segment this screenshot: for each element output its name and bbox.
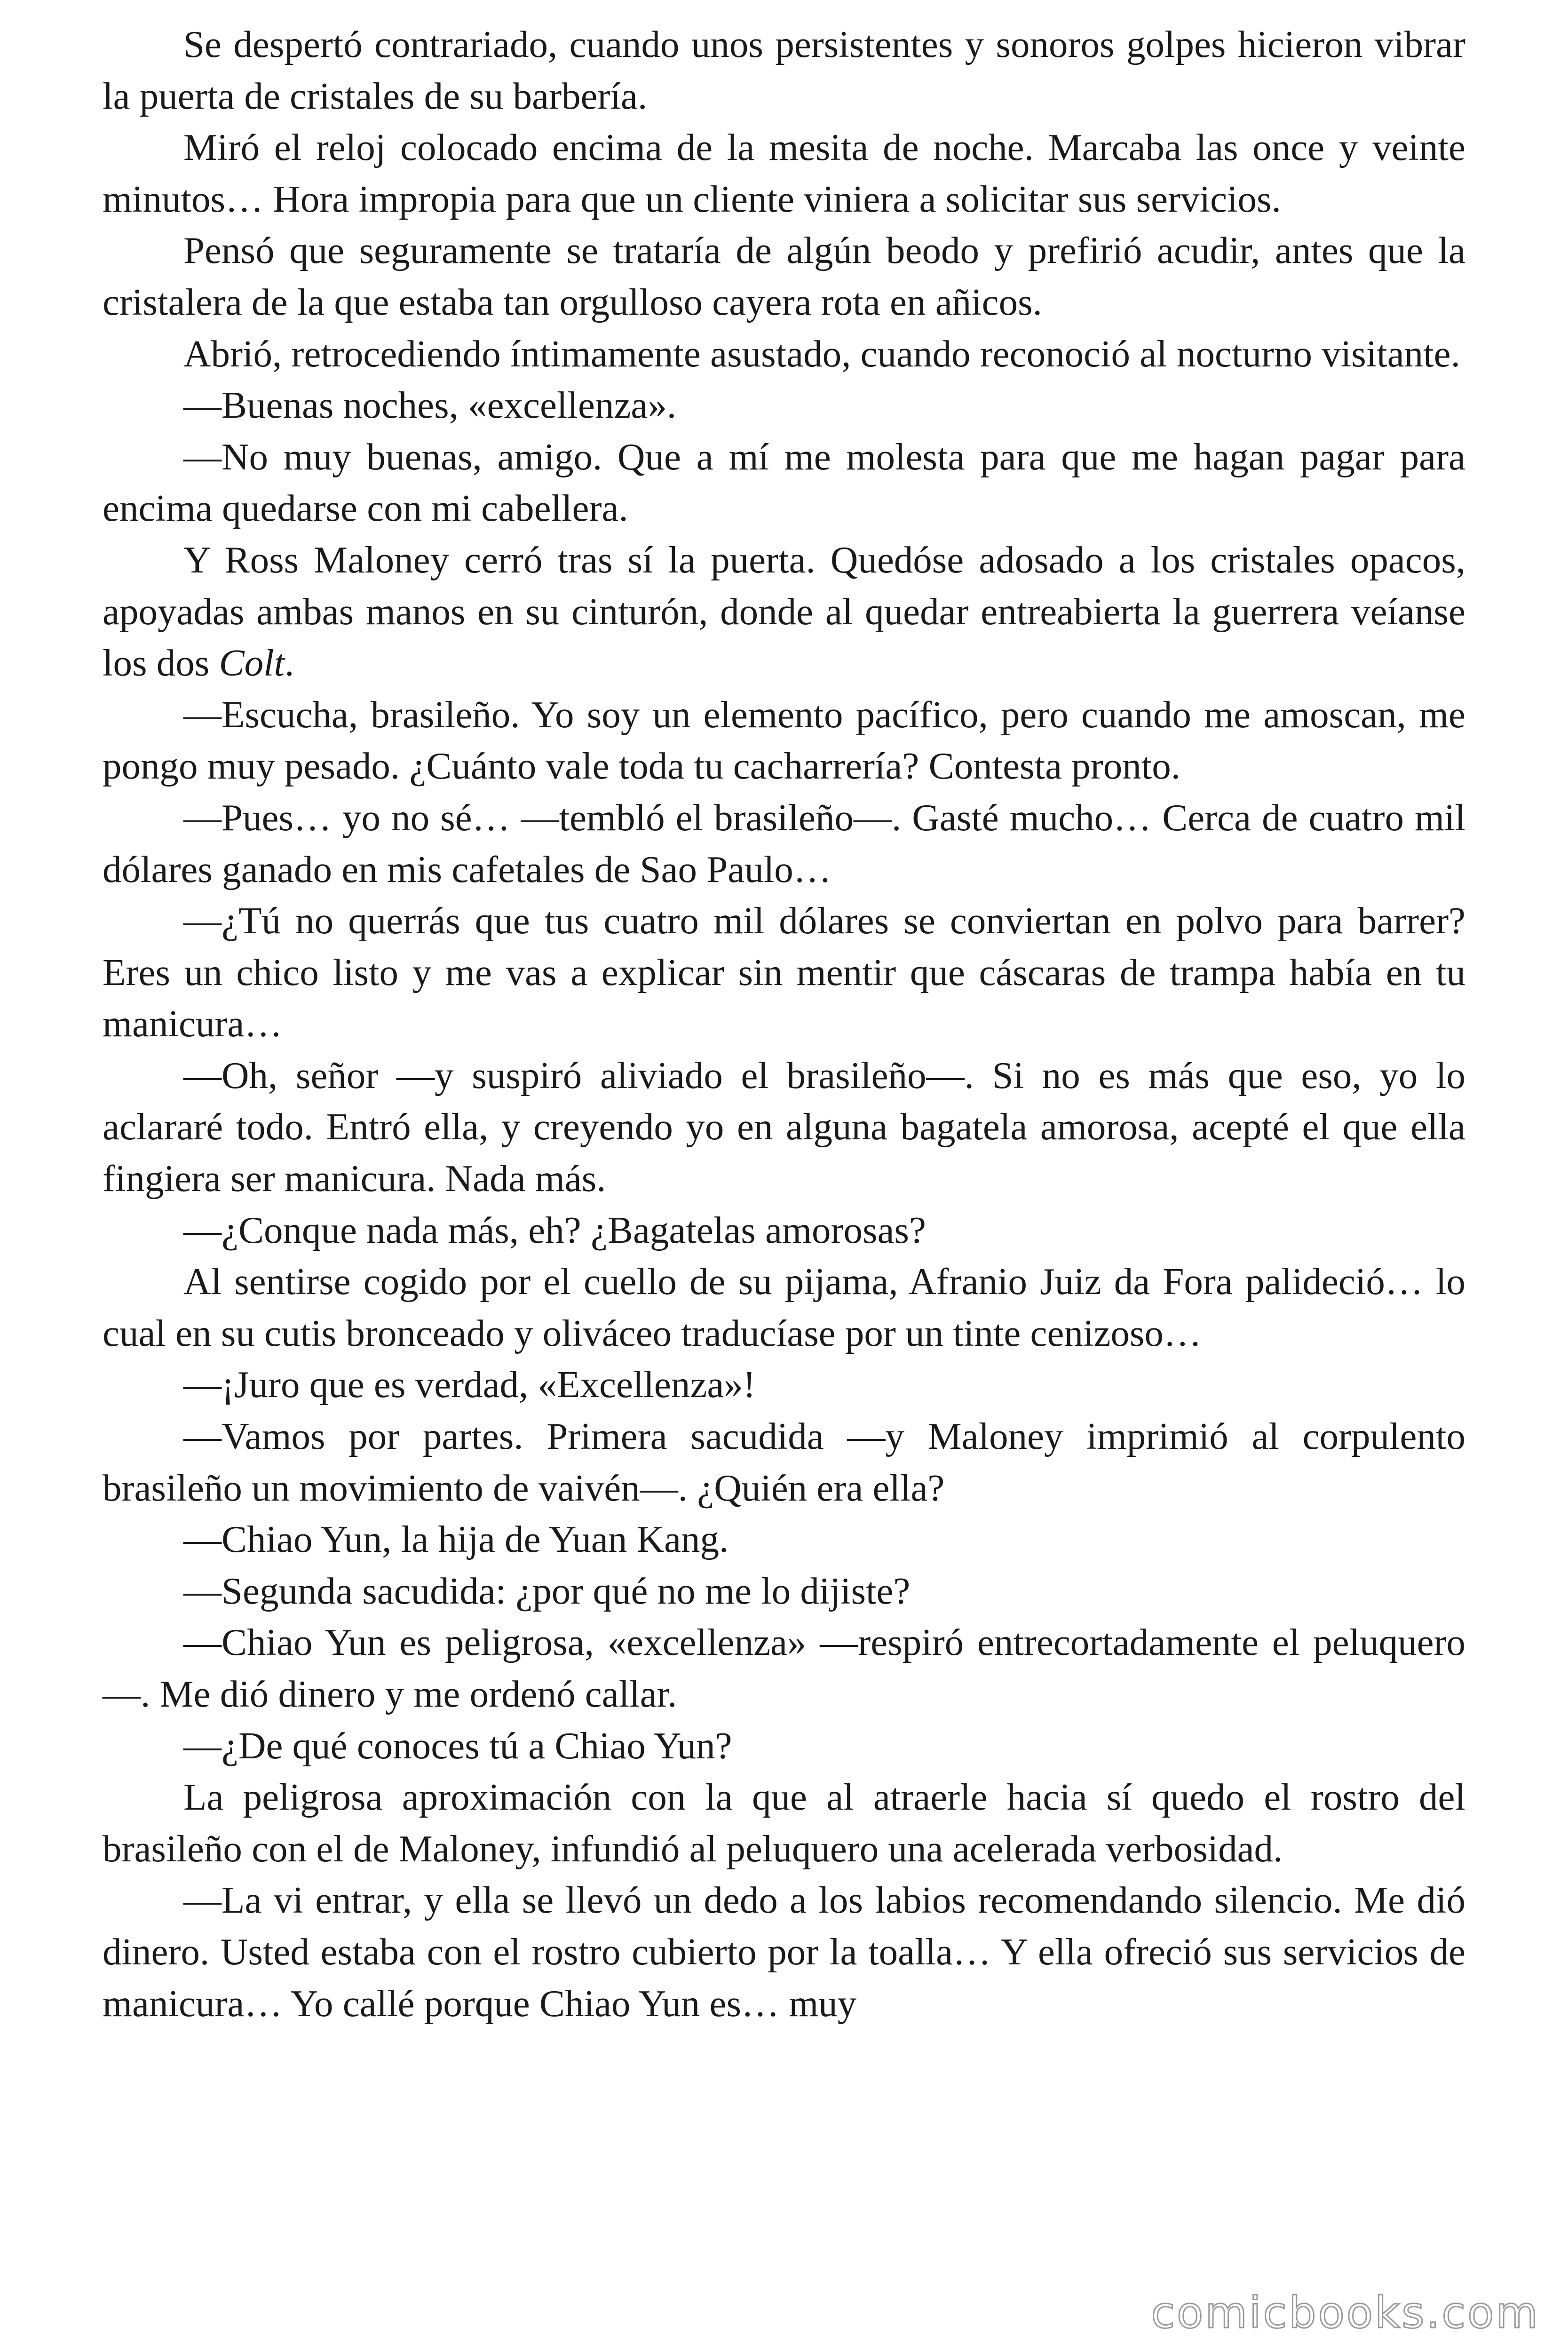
- paragraph: Se despertó contrariado, cuando unos persistentes y sonoros golpes hicieron vibrar la puerta de cristales de su barbería.: [103, 23, 1465, 117]
- paragraph: —Pues… yo no sé… —tembló el brasileño—. Gasté mucho… Cerca de cuatro mil dólares ganado en mis cafetales de Sao Paulo…: [103, 796, 1465, 890]
- paragraph: La peligrosa aproximación con la que al atraerle hacia sí quedo el rostro del brasileño con el de Maloney, infundió al peluquero una acelerada verbosidad.: [103, 1776, 1465, 1870]
- paragraph: —¿Tú no querrás que tus cuatro mil dólares se conviertan en polvo para barrer? Eres un chico listo y me vas a explicar sin mentir que cáscaras de trampa había en tu manicura…: [103, 899, 1465, 1045]
- paragraph: —La vi entrar, y ella se llevó un dedo a los labios recomendando silencio. Me dió dinero. Usted estaba con el rostro cubierto por la toalla… Y ella ofreció sus servicios de manicura… Yo callé porque Chiao Yun es… muy: [103, 1879, 1465, 2025]
- italic-word: Colt: [219, 642, 285, 684]
- paragraph: —¿De qué conoces tú a Chiao Yun?: [183, 1724, 732, 1767]
- paragraph: —Oh, señor —y suspiró aliviado el brasileño—. Si no es más que eso, yo lo aclararé todo. Entró ella, y creyendo yo en alguna bagatela amorosa, acepté el que ella fingiera ser manicura. Nada más.: [103, 1054, 1465, 1200]
- paragraph: Abrió, retrocediendo íntimamente asustado, cuando reconoció al nocturno visitante.: [183, 332, 1460, 375]
- paragraph: Y Ross Maloney cerró tras sí la puerta. Quedóse adosado a los cristales opacos, apoyadas ambas manos en su cinturón, donde al quedar entreabierta la guerrera veíanse los dos Colt.: [103, 538, 1465, 684]
- paragraph: Pensó que seguramente se trataría de algún beodo y prefirió acudir, antes que la cristalera de la que estaba tan orgulloso cayera rota en añicos.: [103, 229, 1465, 323]
- paragraph: —¡Juro que es verdad, «Excellenza»!: [183, 1363, 756, 1406]
- paragraph: —Chiao Yun es peligrosa, «excellenza» —respiró entrecortadamente el peluquero—. Me dió dinero y me ordenó callar.: [103, 1621, 1465, 1715]
- paragraph: Miró el reloj colocado encima de la mesita de noche. Marcaba las once y veinte minutos… Hora impropia para que un cliente viniera a solicitar sus servicios.: [103, 126, 1465, 220]
- page-text: [103, 19, 1465, 2029]
- paragraph: —Chiao Yun, la hija de Yuan Kang.: [183, 1518, 729, 1561]
- paragraph: —Escucha, brasileño. Yo soy un elemento pacífico, pero cuando me amoscan, me pongo muy pesado. ¿Cuánto vale toda tu cacharrería? Contesta pronto.: [103, 693, 1465, 787]
- watermark: comicbooks.com: [1151, 2288, 1540, 2338]
- paragraph: Al sentirse cogido por el cuello de su pijama, Afranio Juiz da Fora palideció… lo cual en su cutis bronceado y oliváceo traducíase por un tinte cenizoso…: [103, 1260, 1465, 1354]
- paragraph: —Segunda sacudida: ¿por qué no me lo dijiste?: [183, 1569, 911, 1612]
- paragraph: —Buenas noches, «excellenza».: [183, 384, 677, 427]
- paragraph: —Vamos por partes. Primera sacudida —y Maloney imprimió al corpulento brasileño un movimiento de vaivén—. ¿Quién era ella?: [103, 1415, 1465, 1509]
- paragraph: —¿Conque nada más, eh? ¿Bagatelas amorosas?: [183, 1208, 926, 1251]
- paragraph: —No muy buenas, amigo. Que a mí me molesta para que me hagan pagar para encima quedarse con mi cabellera.: [103, 435, 1465, 530]
